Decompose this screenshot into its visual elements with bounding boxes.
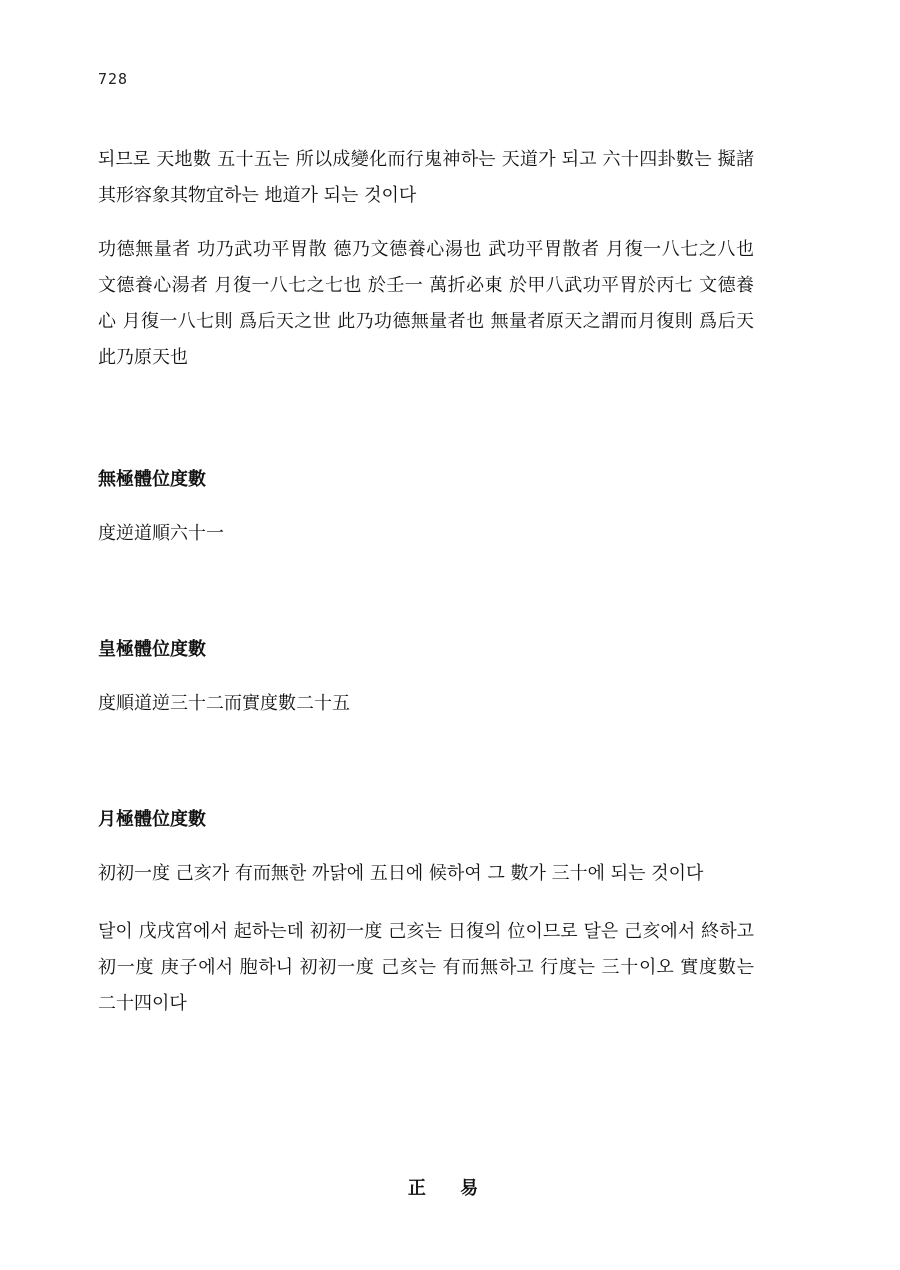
heading-yueji: 月極體位度數 <box>98 809 206 830</box>
yueji-paragraph-2: 달이 戊戌宮에서 起하는데 初初一度 己亥는 日復의 位이므로 달은 己亥에서 終하고 初一度 庚子에서 胞하니 初初一度 己亥는 有而無하고 行度는 三十이오 實度數는 二十四이다 <box>98 921 754 1014</box>
yueji-paragraph-1: 初初一度 己亥가 有而無한 까닭에 五日에 候하여 그 數가 三十에 되는 것이다 <box>98 863 704 884</box>
paragraph-intro: 되므로 天地數 五十五는 所以成變化而行鬼神하는 天道가 되고 六十四卦數는 擬諸其形容象其物宜하는 地道가 되는 것이다 <box>98 149 754 206</box>
page-body <box>98 142 754 1040</box>
heading-huangji: 皇極體位度數 <box>98 639 206 660</box>
wuji-degree-line: 度逆道順六十一 <box>98 523 224 544</box>
page-number: 728 <box>98 70 129 88</box>
huangji-degree-line: 度順道逆三十二而實度數二十五 <box>98 693 350 714</box>
paragraph-gongdeok: 功德無量者 功乃武功平胃散 德乃文德養心湯也 武功平胃散者 月復一八七之八也 文德養心湯者 月復一八七之七也 於壬一 萬折必東 於甲八武功平胃於丙七 文德養心 月復一八七則 爲后天之世 此乃功德無量者也 無量者原天之謂而月復則 爲后天 此乃原天也 <box>98 239 754 368</box>
page-footer-title: 正 易 <box>407 1178 493 1199</box>
heading-wuji: 無極體位度數 <box>98 469 206 490</box>
